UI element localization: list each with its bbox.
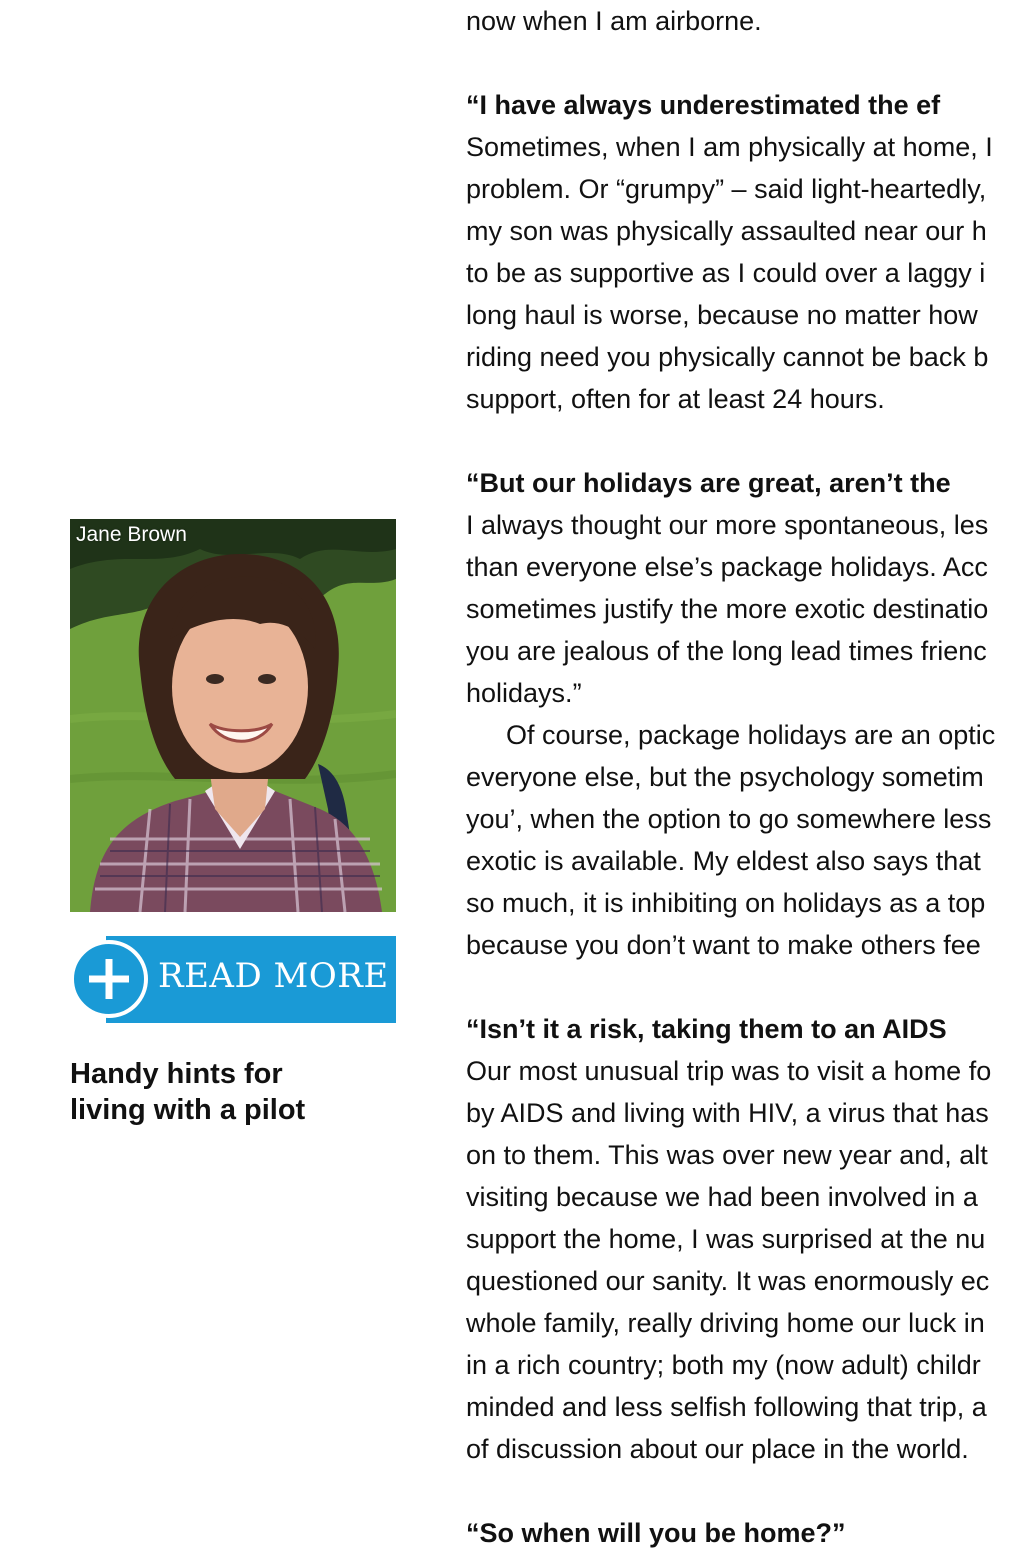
section-heading-3: “Isn’t it a risk, taking them to an AIDS [466, 1014, 947, 1044]
section-heading-2: “But our holidays are great, aren’t the [466, 468, 951, 498]
paragraph-line: Sometimes, when I am physically at home, I [466, 132, 993, 162]
paragraph-line: riding need you physically cannot be back b [466, 342, 989, 372]
paragraph-2 [466, 504, 1024, 714]
paragraph-line: than everyone else’s package holidays. Acc [466, 552, 988, 582]
paragraph-3 [466, 714, 1024, 966]
paragraph-line: Our most unusual trip was to visit a home fo [466, 1056, 992, 1086]
paragraph-line: everyone else, but the psychology sometim [466, 762, 984, 792]
paragraph-4 [466, 1050, 1024, 1470]
hint-title[interactable] [70, 1056, 400, 1128]
paragraph-line: because you don’t want to make others fee [466, 930, 981, 960]
paragraph-line: Of course, package holidays are an optic [506, 720, 996, 750]
paragraph-line: in a rich country; both my (now adult) childr [466, 1350, 981, 1380]
paragraph-line: so much, it is inhibiting on holidays as a top [466, 888, 986, 918]
paragraph-line: sometimes justify the more exotic destinatio [466, 594, 989, 624]
intro-line: now when I am airborne. [466, 6, 762, 36]
paragraph-line: questioned our sanity. It was enormously ec [466, 1266, 990, 1296]
paragraph-line: visiting because we had been involved in a [466, 1182, 978, 1212]
plus-circle-icon [70, 938, 152, 1020]
portrait-image [70, 519, 396, 912]
paragraph-line: you’, when the option to go somewhere less [466, 804, 992, 834]
paragraph-line: my son was physically assaulted near our h [466, 216, 987, 246]
paragraph-line: long haul is worse, because no matter how [466, 300, 978, 330]
read-more-label: READ MORE [158, 956, 389, 996]
paragraph-line: on to them. This was over new year and, alt [466, 1140, 988, 1170]
paragraph-line: you are jealous of the long lead times frienc [466, 636, 987, 666]
section-heading-4: “So when will you be home?” [466, 1518, 846, 1548]
paragraph-line: minded and less selfish following that trip, a [466, 1392, 987, 1422]
paragraph-1 [466, 126, 1024, 420]
hint-line-2: living with a pilot [70, 1094, 306, 1126]
paragraph-line: support, often for at least 24 hours. [466, 384, 885, 414]
paragraph-line: to be as supportive as I could over a laggy i [466, 258, 986, 288]
paragraph-line: whole family, really driving home our luck in [466, 1308, 985, 1338]
paragraph-line: of discussion about our place in the world. [466, 1434, 969, 1464]
read-more-button[interactable] [70, 936, 396, 1023]
paragraph-line: I always thought our more spontaneous, les [466, 510, 989, 540]
section-heading-1: “I have always underestimated the ef [466, 90, 941, 120]
paragraph-line: support the home, I was surprised at the nu [466, 1224, 986, 1254]
paragraph-line: problem. Or “grumpy” – said light-heartedly, [466, 174, 987, 204]
article-body [466, 0, 1024, 1554]
paragraph-line: holidays.” [466, 678, 582, 708]
hint-line-1: Handy hints for [70, 1058, 283, 1090]
photo-caption: Jane Brown [76, 523, 187, 546]
author-photo [70, 519, 396, 912]
paragraph-line: exotic is available. My eldest also says that [466, 846, 981, 876]
paragraph-line: by AIDS and living with HIV, a virus that has [466, 1098, 989, 1128]
